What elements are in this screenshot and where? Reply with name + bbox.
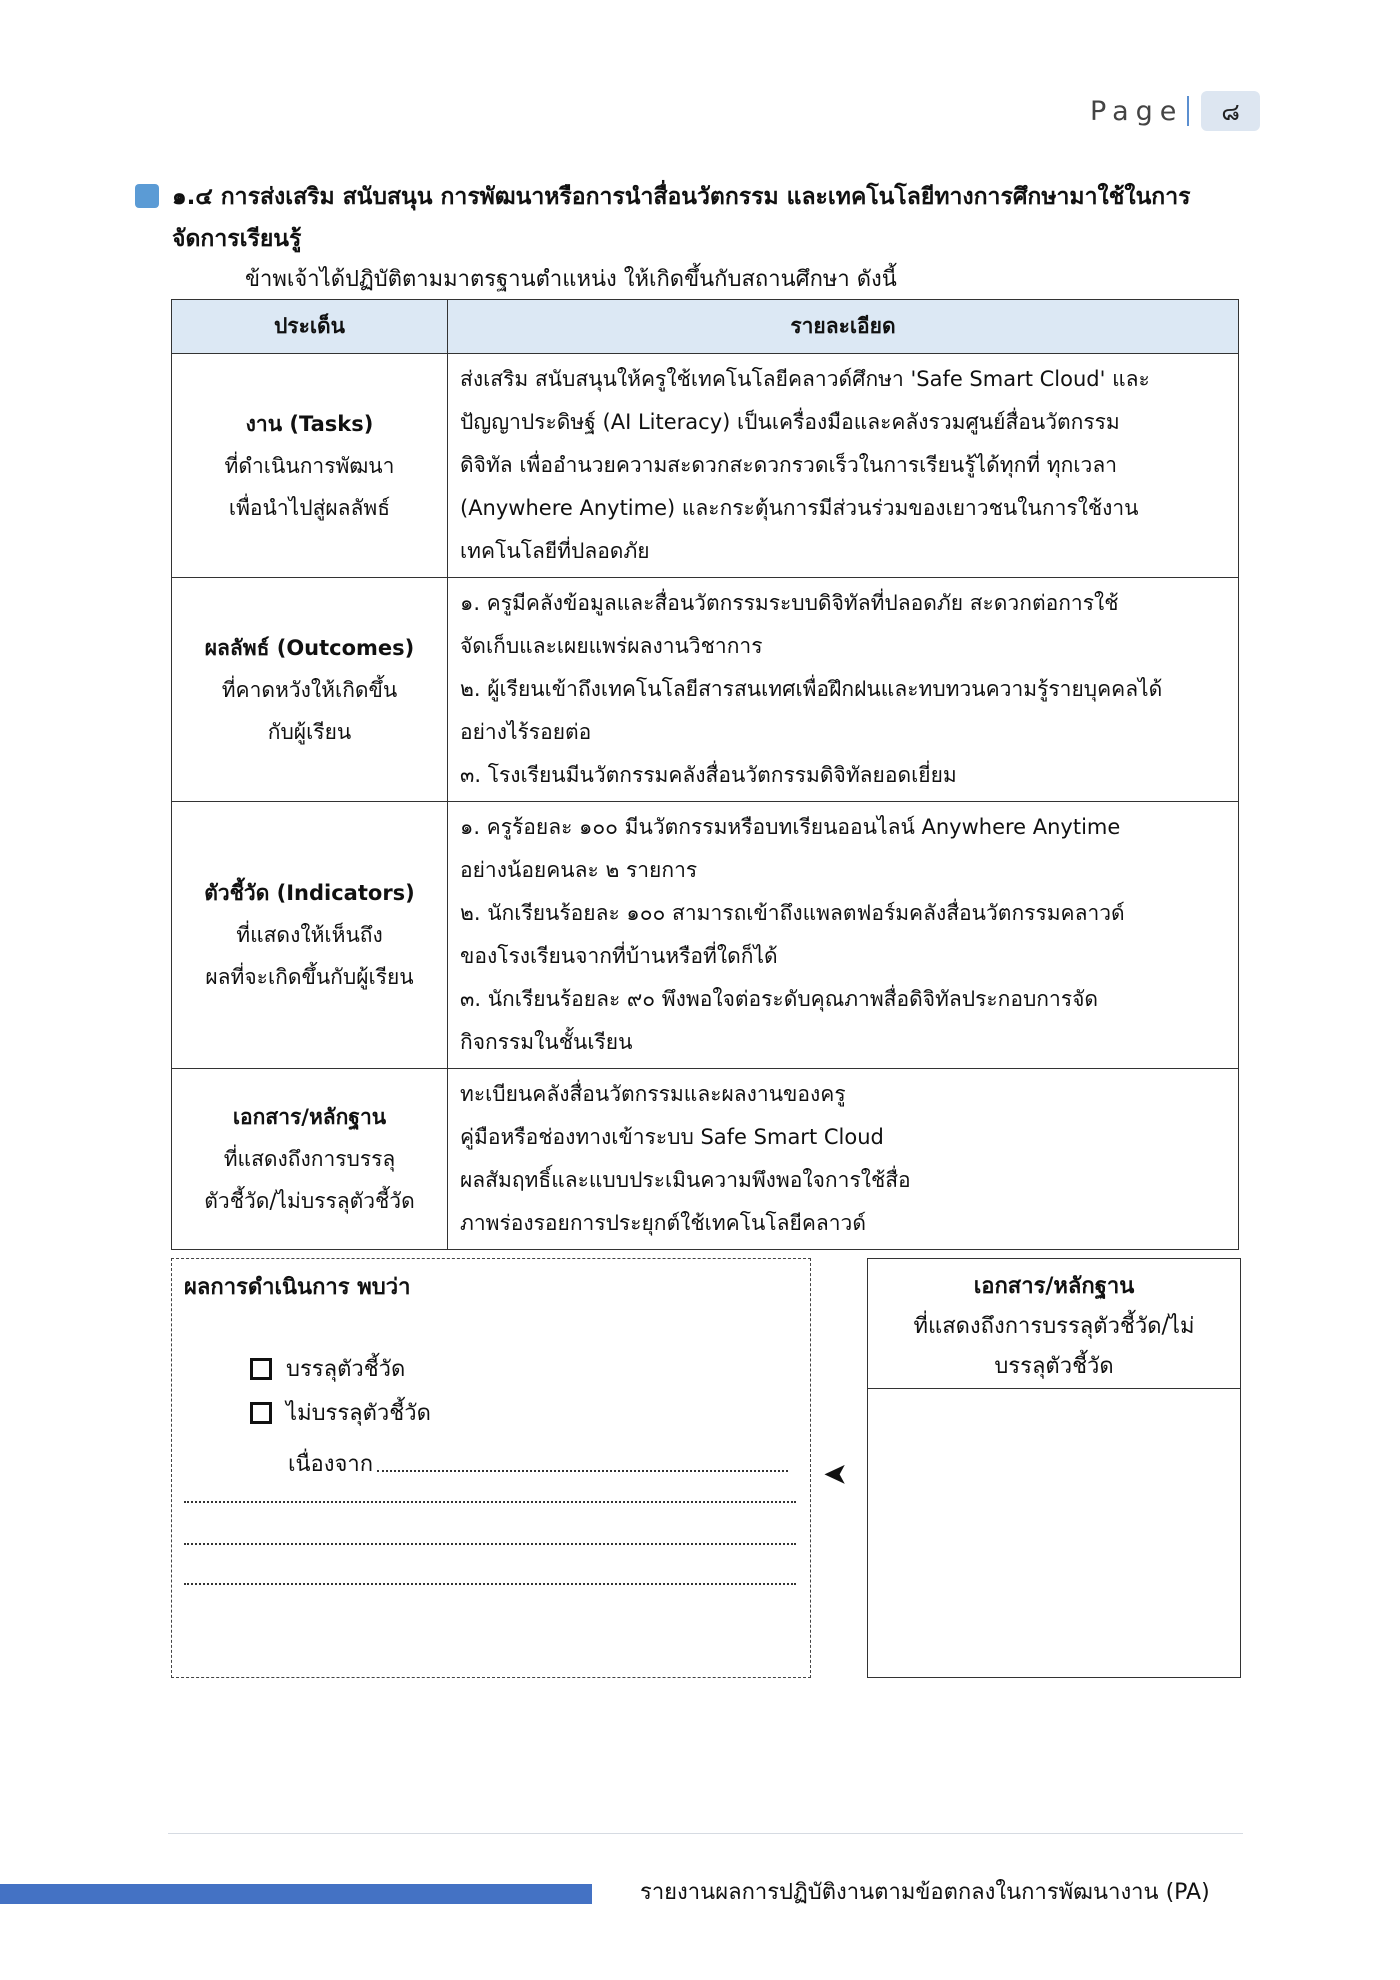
dotted-line[interactable] (184, 1501, 796, 1503)
row-topic-title: ตัวชี้วัด (Indicators) (204, 881, 415, 905)
page-separator (1187, 96, 1189, 126)
row-topic-title: งาน (Tasks) (245, 411, 374, 436)
option-achieved[interactable] (250, 1351, 405, 1386)
detail-line: เทคโนโลยีที่ปลอดภัย (460, 539, 650, 563)
detail-line: ผลสัมฤทธิ์และแบบประเมินความพึงพอใจการใช้สื่อ (460, 1168, 911, 1192)
detail-line: ๒. ผู้เรียนเข้าถึงเทคโนโลยีสารสนเทศเพื่อฝึกฝนและทบทวนความรู้รายบุคคลได้ (460, 677, 1163, 701)
row-topic (172, 354, 448, 578)
section-intro: ข้าพเจ้าได้ปฏิบัติตามมาตรฐานตำแหน่ง ให้เกิดขึ้นกับสถานศึกษา ดังนี้ (245, 267, 897, 292)
detail-line: (Anywhere Anytime) และกระตุ้นการมีส่วนร่วมของเยาวชนในการใช้งาน (460, 496, 1139, 520)
page-header (1090, 90, 1260, 132)
detail-line: ๓. โรงเรียนมีนวัตกรรมคลังสื่อนวัตกรรมดิจิทัลยอดเยี่ยม (460, 763, 957, 787)
detail-line: อย่างไร้รอยต่อ (460, 720, 592, 744)
section-title-continued: จัดการเรียนรู้ (172, 226, 302, 252)
detail-table (171, 299, 1239, 1250)
detail-line: ส่งเสริม สนับสนุนให้ครูใช้เทคโนโลยีคลาวด์ศึกษา 'Safe Smart Cloud' และ (460, 367, 1150, 391)
evidence-subtitle: ที่แสดงถึงการบรรลุตัวชี้วัด/ไม่ (913, 1314, 1195, 1339)
evidence-header (868, 1259, 1240, 1389)
detail-line: ของโรงเรียนจากที่บ้านหรือที่ใดก็ได้ (460, 944, 778, 968)
row-topic-subtitle: ที่ดำเนินการพัฒนา (224, 453, 395, 478)
row-topic-subtitle: ผลที่จะเกิดขึ้นกับผู้เรียน (205, 965, 414, 989)
row-topic-subtitle: ที่แสดงถึงการบรรลุ (223, 1147, 396, 1171)
detail-line: ภาพร่องรอยการประยุกต์ใช้เทคโนโลยีคลาวด์ (460, 1211, 866, 1235)
result-box (171, 1258, 811, 1678)
evidence-content-area[interactable] (868, 1389, 1240, 1677)
row-detail (448, 354, 1239, 578)
dotted-line[interactable] (184, 1583, 796, 1585)
row-topic (172, 578, 448, 802)
detail-line: ๒. นักเรียนร้อยละ ๑๐๐ สามารถเข้าถึงแพลตฟอร์มคลังสื่อนวัตกรรมคลาวด์ (460, 901, 1125, 925)
because-dotted-line (377, 1446, 788, 1472)
option-not-achieved-label: ไม่บรรลุตัวชี้วัด (286, 1401, 431, 1426)
evidence-title: เอกสาร/หลักฐาน (973, 1274, 1135, 1299)
row-topic-subtitle: กับผู้เรียน (267, 719, 352, 744)
section-title: ๑.๔ การส่งเสริม สนับสนุน การพัฒนาหรือการนำสื่อนวัตกรรม และเทคโนโลยีทางการศึกษามาใช้ในการ (172, 184, 1191, 210)
row-topic-title: ผลลัพธ์ (Outcomes) (204, 635, 415, 660)
option-not-achieved[interactable] (250, 1395, 431, 1430)
checkbox-icon[interactable] (250, 1402, 272, 1424)
row-detail (448, 802, 1239, 1069)
detail-line: อย่างน้อยคนละ ๒ รายการ (460, 858, 698, 882)
table-header-row (172, 300, 1239, 354)
page-number: ๘ (1201, 91, 1260, 131)
detail-line: ๑. ครูร้อยละ ๑๐๐ มีนวัตกรรมหรือบทเรียนออนไลน์ Anywhere Anytime (460, 815, 1121, 839)
row-topic-subtitle: ตัวชี้วัด/ไม่บรรลุตัวชี้วัด (204, 1189, 415, 1213)
detail-line: ๓. นักเรียนร้อยละ ๙๐ พึงพอใจต่อระดับคุณภาพสื่อดิจิทัลประกอบการจัด (460, 987, 1099, 1011)
row-topic-subtitle: เพื่อนำไปสู่ผลลัพธ์ (228, 495, 391, 520)
header-topic: ประเด็น (172, 300, 448, 354)
row-topic-title: เอกสาร/หลักฐาน (232, 1105, 387, 1129)
detail-line: กิจกรรมในชั้นเรียน (460, 1030, 633, 1054)
detail-line: ๑. ครูมีคลังข้อมูลและสื่อนวัตกรรมระบบดิจิทัลที่ปลอดภัย สะดวกต่อการใช้ (460, 591, 1119, 615)
detail-line: ทะเบียนคลังสื่อนวัตกรรมและผลงานของครู (460, 1082, 846, 1106)
checkbox-icon[interactable] (250, 1358, 272, 1380)
row-detail (448, 1069, 1239, 1250)
page-label: Page (1090, 95, 1184, 127)
option-achieved-label: บรรลุตัวชี้วัด (286, 1357, 406, 1382)
evidence-box (867, 1258, 1241, 1678)
row-topic (172, 802, 448, 1069)
footer-accent-bar (0, 1884, 592, 1904)
row-topic (172, 1069, 448, 1250)
header-detail: รายละเอียด (448, 300, 1239, 354)
detail-line: ปัญญาประดิษฐ์ (AI Literacy) เป็นเครื่องมือและคลังรวมศูนย์สื่อนวัตกรรม (460, 410, 1120, 434)
detail-line: คู่มือหรือช่องทางเข้าระบบ Safe Smart Cloud (460, 1125, 884, 1149)
detail-line: ดิจิทัล เพื่ออำนวยความสะดวกสะดวกรวดเร็วในการเรียนรู้ได้ทุกที่ ทุกเวลา (460, 453, 1117, 477)
table-row (172, 802, 1239, 1069)
footer-text: รายงานผลการปฏิบัติงานตามข้อตกลงในการพัฒนางาน (PA) (640, 1880, 1210, 1905)
table-row (172, 1069, 1239, 1250)
footer-divider (168, 1833, 1243, 1834)
arrow-left-icon: ➤ (823, 1457, 849, 1492)
row-topic-subtitle: ที่คาดหวังให้เกิดขึ้น (221, 677, 398, 702)
because-field[interactable] (288, 1446, 788, 1481)
because-label: เนื่องจาก (288, 1452, 374, 1477)
detail-line: จัดเก็บและเผยแพร่ผลงานวิชาการ (460, 634, 763, 658)
section-bullet-icon (135, 184, 159, 208)
result-title: ผลการดำเนินการ พบว่า (184, 1275, 411, 1300)
row-topic-subtitle: ที่แสดงให้เห็นถึง (236, 923, 383, 947)
row-detail (448, 578, 1239, 802)
table-row (172, 354, 1239, 578)
table-row (172, 578, 1239, 802)
dotted-line[interactable] (184, 1543, 796, 1545)
evidence-subtitle-2: บรรลุตัวชี้วัด (994, 1354, 1114, 1379)
